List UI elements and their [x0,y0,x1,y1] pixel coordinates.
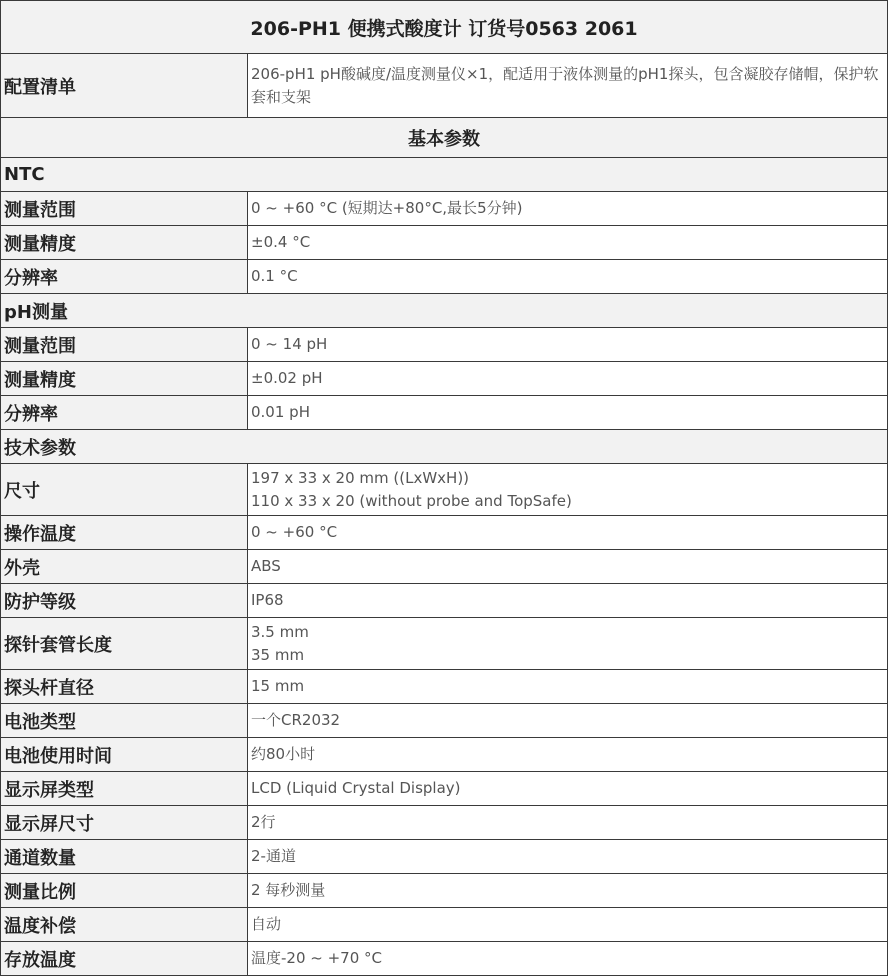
group-ntc: NTC [1,158,888,192]
table-row [1,772,888,806]
table-row [1,516,888,550]
group-tech: 技术参数 [1,430,888,464]
table-row [1,362,888,396]
config-value: 206-pH1 pH酸碱度/温度测量仪×1，配适用于液体测量的pH1探头，包含凝胶存储帽，保护软套和支架 [248,54,888,118]
table-row [1,874,888,908]
row-value: ABS [248,550,888,584]
row-label: 测量精度 [1,226,248,260]
table-row [1,260,888,294]
row-value: IP68 [248,584,888,618]
table-row [1,806,888,840]
size-line-2: 110 x 33 x 20 (without probe and TopSafe) [251,491,572,510]
sleeve-line-2: 35 mm [251,645,305,664]
size-line-1: 197 x 33 x 20 mm ((LxWxH)) [251,468,470,487]
table-row [1,704,888,738]
table-row [1,584,888,618]
table-row [1,396,888,430]
row-value: 温度-20 ~ +70 °C [248,942,888,976]
table-row [1,738,888,772]
row-label: 分辨率 [1,260,248,294]
table-row [1,942,888,976]
row-label: 测量范围 [1,192,248,226]
row-label: 测量比例 [1,874,248,908]
row-value: ±0.4 °C [248,226,888,260]
row-value [248,464,888,516]
table-row [1,464,888,516]
row-value: 15 mm [248,670,888,704]
row-value: 约80小时 [248,738,888,772]
row-label: 外壳 [1,550,248,584]
row-value: 0.01 pH [248,396,888,430]
table-row [1,840,888,874]
row-value: 0 ~ +60 °C [248,516,888,550]
row-value: 2-通道 [248,840,888,874]
config-label: 配置清单 [1,54,248,118]
table-row [1,670,888,704]
row-label: 存放温度 [1,942,248,976]
row-label: 分辨率 [1,396,248,430]
row-label: 电池类型 [1,704,248,738]
table-row [1,550,888,584]
section-title: 基本参数 [1,118,888,158]
row-label: 通道数量 [1,840,248,874]
row-value: 2行 [248,806,888,840]
row-label: 显示屏尺寸 [1,806,248,840]
row-label: 电池使用时间 [1,738,248,772]
row-label: 防护等级 [1,584,248,618]
table-row [1,908,888,942]
row-label: 操作温度 [1,516,248,550]
sleeve-line-1: 3.5 mm [251,622,309,641]
row-value: 0 ~ 14 pH [248,328,888,362]
row-label: 探头杆直径 [1,670,248,704]
group-ph: pH测量 [1,294,888,328]
row-label: 温度补偿 [1,908,248,942]
row-value: LCD (Liquid Crystal Display) [248,772,888,806]
row-label: 尺寸 [1,464,248,516]
row-label: 显示屏类型 [1,772,248,806]
table-row [1,226,888,260]
row-label: 测量精度 [1,362,248,396]
table-row [1,192,888,226]
row-value: ±0.02 pH [248,362,888,396]
row-value: 2 每秒测量 [248,874,888,908]
table-title: 206-PH1 便携式酸度计 订货号0563 2061 [1,1,888,54]
row-value [248,618,888,670]
row-value: 一个CR2032 [248,704,888,738]
row-label: 测量范围 [1,328,248,362]
row-value: 自动 [248,908,888,942]
table-row [1,618,888,670]
row-value: 0 ~ +60 °C (短期达+80°C,最长5分钟) [248,192,888,226]
table-row [1,328,888,362]
row-label: 探针套管长度 [1,618,248,670]
row-value: 0.1 °C [248,260,888,294]
